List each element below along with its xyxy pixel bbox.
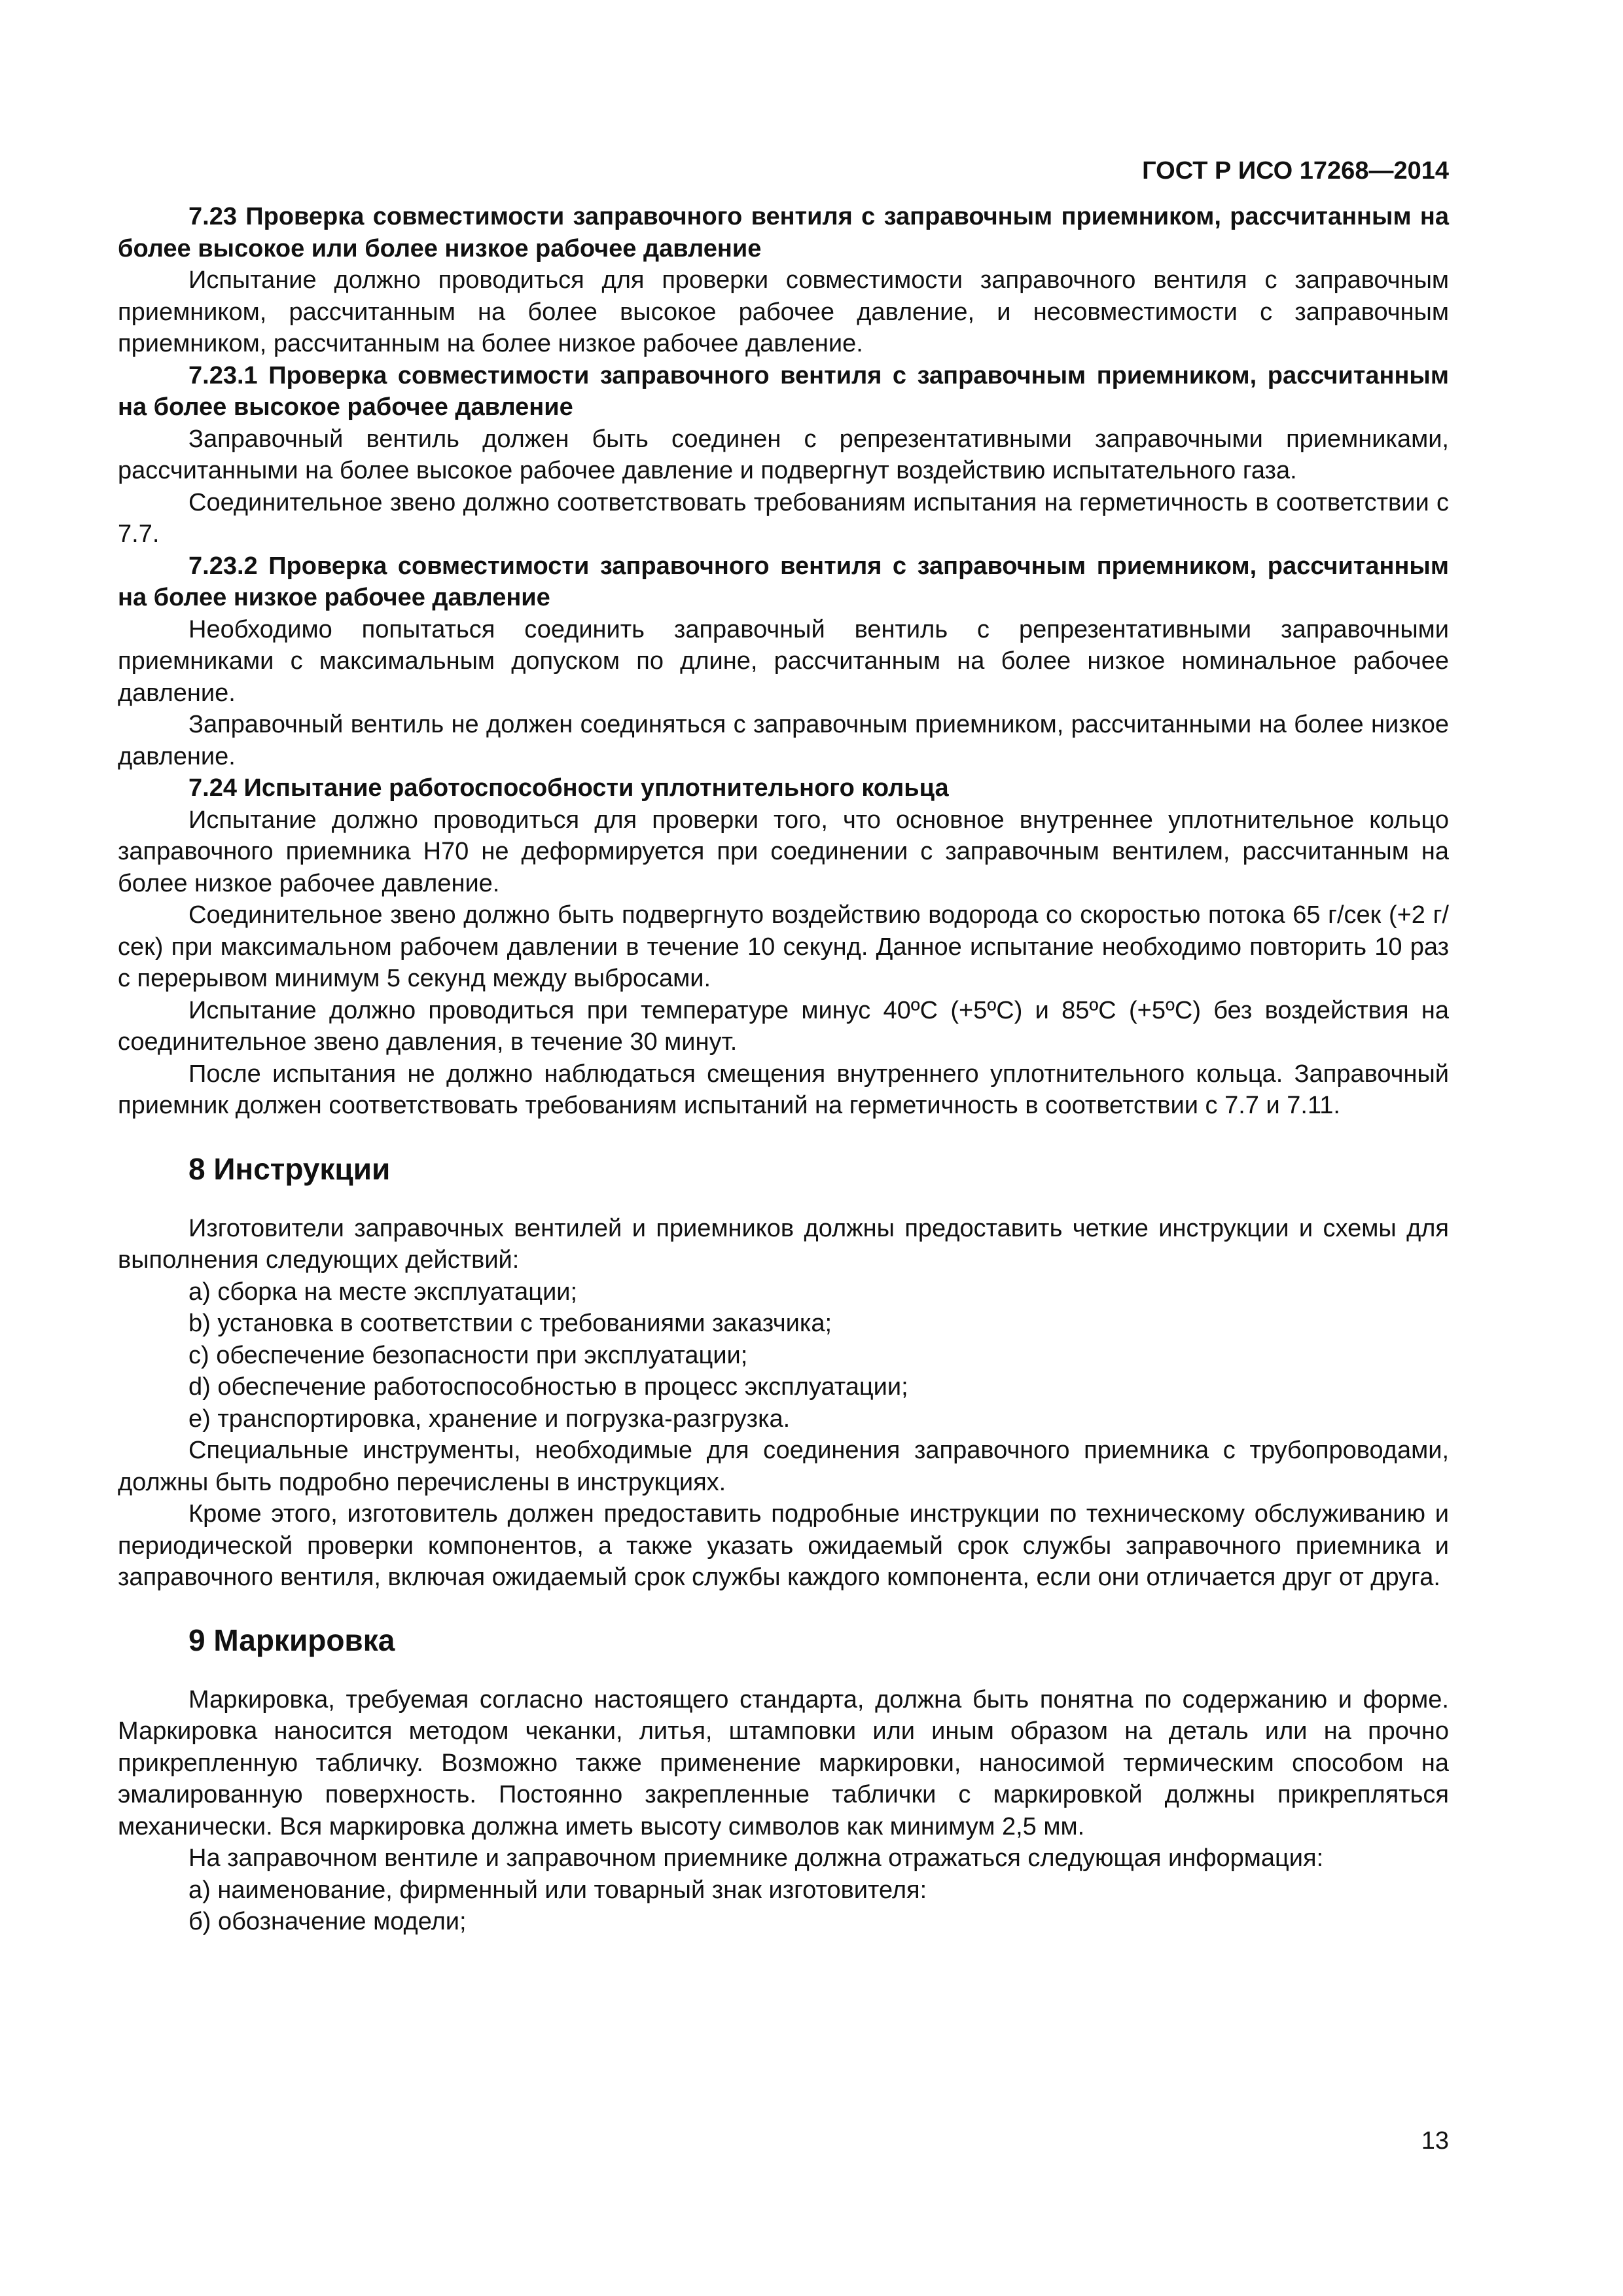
section-7-24-paragraph-3: Испытание должно проводиться при температуре минус 40ºС (+5ºС) и 85ºС (+5ºС) без воздействия на соединительное звено давления, в течение 30 минут. bbox=[118, 996, 1449, 1056]
page-content bbox=[118, 201, 1449, 1938]
section-9-heading: 9 Маркировка bbox=[188, 1623, 395, 1657]
section-9-list-item: а) наименование, фирменный или товарный знак изготовителя: bbox=[188, 1876, 927, 1904]
document-code-header: ГОСТ Р ИСО 17268—2014 bbox=[1142, 157, 1449, 185]
section-9-list-item: б) обозначение модели; bbox=[188, 1908, 467, 1935]
section-8-list-item: а) сборка на месте эксплуатации; bbox=[188, 1278, 578, 1306]
section-8-list-item: е) транспортировка, хранение и погрузка-разгрузка. bbox=[188, 1405, 791, 1433]
section-7-23-1-paragraph-2: Соединительное звено должно соответствовать требованиям испытания на герметичность в соответствии с 7.7. bbox=[118, 488, 1449, 548]
section-7-23-paragraph-1: Испытание должно проводиться для проверки совместимости заправочного вентиля с заправочным приемником, рассчитанным на более высокое рабочее давление, и несовместимости с заправочным приемником, рассчитанным на более низкое рабочее давление. bbox=[118, 266, 1449, 357]
section-8-list-item: b) установка в соответствии с требованиями заказчика; bbox=[188, 1310, 832, 1337]
section-7-23-2-title: 7.23.2 Проверка совместимости заправочного вентиля с заправочным приемником, рассчитанным на более низкое рабочее давление bbox=[118, 552, 1449, 611]
section-7-23-2-paragraph-1: Необходимо попытаться соединить заправочный вентиль с репрезентативными заправочными приемниками с максимальным допуском по длине, рассчитанным на более низкое номинальное рабочее давление. bbox=[118, 615, 1449, 707]
section-8-heading: 8 Инструкции bbox=[188, 1151, 391, 1186]
section-7-24-title: 7.24 Испытание работоспособности уплотнительного кольца bbox=[188, 774, 949, 802]
section-7-23-title: 7.23 Проверка совместимости заправочного вентиля с заправочным приемником, рассчитанным на более высокое или более низкое рабочее давление bbox=[118, 203, 1449, 262]
section-7-24-paragraph-1: Испытание должно проводиться для проверки того, что основное внутреннее уплотнительное кольцо заправочного приемника Н70 не деформируется при соединении с заправочным вентилем, рассчитанным на более низкое рабочее давление. bbox=[118, 806, 1449, 897]
section-8-list-item: d) обеспечение работоспособностью в процесс эксплуатации; bbox=[188, 1373, 908, 1401]
section-9-paragraph-2: На заправочном вентиле и заправочном приемнике должна отражаться следующая информация: bbox=[188, 1844, 1324, 1872]
section-8-paragraph-3: Кроме этого, изготовитель должен предоставить подробные инструкции по техническому обслуживанию и периодической проверки компонентов, а также указать ожидаемый срок службы заправочного приемника и заправочного вентиля, включая ожидаемый срок службы каждого компонента, если они отличается друг от друга. bbox=[118, 1500, 1449, 1591]
section-7-23-1-paragraph-1: Заправочный вентиль должен быть соединен с репрезентативными заправочными приемниками, рассчитанными на более высокое рабочее давление и подвергнут воздействию испытательного газа. bbox=[118, 425, 1449, 484]
section-7-23-1-title: 7.23.1 Проверка совместимости заправочного вентиля с заправочным приемником, рассчитанным на более высокое рабочее давление bbox=[118, 361, 1449, 421]
section-9-paragraph-1: Маркировка, требуемая согласно настоящего стандарта, должна быть понятна по содержанию и форме. Маркировка наносится методом чеканки, литья, штамповки или иным образом на деталь или на прочно прикрепленную табличку. Возможно также применение маркировки, наносимой термическим способом на эмалированную поверхность. Постоянно закрепленные таблички с маркировкой должны прикрепляться механически. Вся маркировка должна иметь высоту символов как минимум 2,5 мм. bbox=[118, 1685, 1449, 1840]
section-8-list-item: c) обеспечение безопасности при эксплуатации; bbox=[188, 1341, 748, 1369]
section-7-24-paragraph-4: После испытания не должно наблюдаться смещения внутреннего уплотнительного кольца. Заправочный приемник должен соответствовать требованиям испытаний на герметичность в соответствии с 7.7 и 7.11. bbox=[118, 1060, 1449, 1119]
section-8-paragraph-2: Специальные инструменты, необходимые для соединения заправочного приемника с трубопроводами, должны быть подробно перечислены в инструкциях. bbox=[118, 1437, 1449, 1496]
page-number: 13 bbox=[1421, 2127, 1449, 2155]
section-7-24-paragraph-2: Соединительное звено должно быть подвергнуто воздействию водорода со скоростью потока 65 г/сек (+2 г/сек) при максимальном рабочем давлении в течение 10 секунд. Данное испытание необходимо повторить 10 раз с перерывом минимум 5 секунд между выбросами. bbox=[118, 901, 1449, 992]
section-7-23-2-paragraph-2: Заправочный вентиль не должен соединяться с заправочным приемником, рассчитанными на более низкое давление. bbox=[118, 711, 1449, 770]
section-8-intro: Изготовители заправочных вентилей и приемников должны предоставить четкие инструкции и схемы для выполнения следующих действий: bbox=[118, 1214, 1449, 1274]
